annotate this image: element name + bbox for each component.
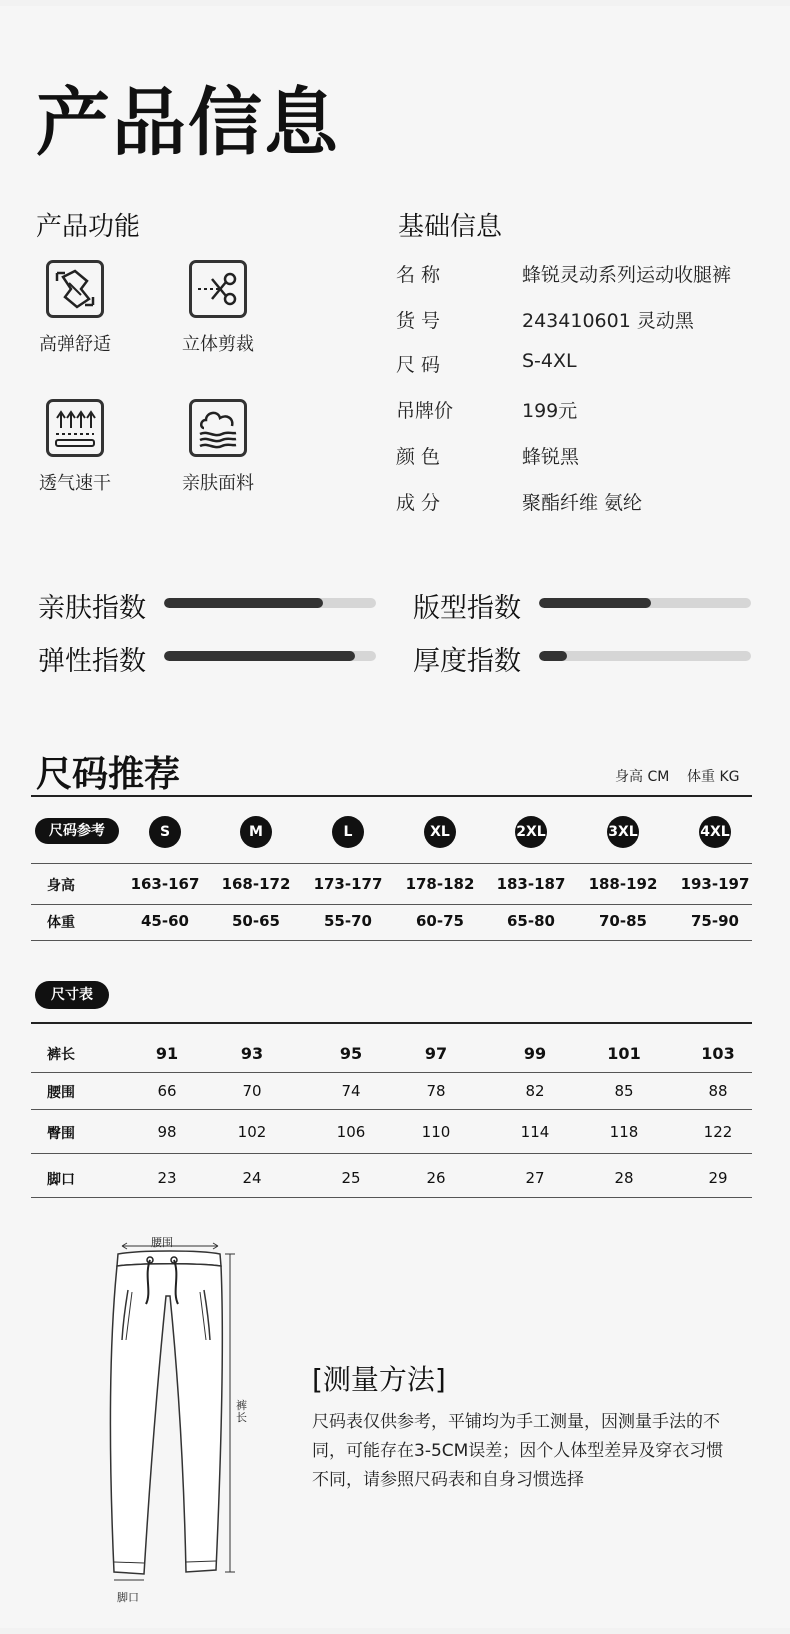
height-cell: 173-177: [313, 875, 383, 893]
divider: [31, 863, 752, 864]
chart-cell: 74: [341, 1082, 361, 1100]
chart-cell: 27: [525, 1169, 545, 1187]
weight-cell: 55-70: [324, 912, 372, 930]
info-key: 尺 码: [396, 354, 441, 376]
weight-cell: 70-85: [599, 912, 647, 930]
info-value: S-4XL: [522, 350, 577, 372]
index-label: 弹性指数: [38, 646, 146, 677]
unit-height: 身高 CM: [615, 769, 670, 785]
chart-cell: 28: [614, 1169, 634, 1187]
chart-cell: 122: [703, 1123, 733, 1141]
chart-cell: 70: [242, 1082, 262, 1100]
height-cell: 188-192: [588, 875, 658, 893]
index-bar-fill: [539, 651, 567, 661]
chart-cell: 91: [155, 1044, 179, 1063]
chart-cell: 103: [701, 1044, 735, 1063]
ankle-label: 脚口: [117, 1591, 139, 1604]
info-value: 243410601 灵动黑: [522, 310, 694, 332]
info-row-price: [396, 396, 776, 426]
info-key: 吊牌价: [396, 400, 454, 422]
feature-item: [168, 260, 268, 356]
chart-cell: 24: [242, 1169, 262, 1187]
feature-item: [168, 399, 268, 495]
chart-row-label: 裤长: [47, 1047, 75, 1063]
chart-cell: 118: [609, 1123, 639, 1141]
weight-cell: 60-75: [416, 912, 464, 930]
chart-cell: 101: [607, 1044, 641, 1063]
info-key: 颜 色: [396, 446, 441, 468]
chart-cell: 88: [708, 1082, 728, 1100]
weight-cell: 45-60: [141, 912, 189, 930]
feature-label: 高弹舒适: [39, 334, 111, 355]
feature-item: [25, 399, 125, 495]
features-heading: 产品功能: [36, 212, 141, 242]
info-key: 成 分: [396, 492, 441, 514]
divider: [31, 1109, 752, 1110]
size-rec-title: 尺码推荐: [36, 754, 181, 795]
feature-label: 立体剪裁: [182, 334, 254, 355]
chart-cell: 99: [523, 1044, 547, 1063]
chart-cell: 93: [240, 1044, 264, 1063]
chart-cell: 114: [520, 1123, 550, 1141]
info-value: 聚酯纤维 氨纶: [522, 492, 643, 514]
chart-cell: 25: [341, 1169, 361, 1187]
pants-diagram: [100, 1236, 250, 1596]
chart-cell: 66: [157, 1082, 177, 1100]
breathable-icon: [46, 399, 104, 457]
info-row-size: [396, 350, 776, 380]
index-bar-fill: [164, 651, 355, 661]
chart-cell: 97: [424, 1044, 448, 1063]
size-chart-pill: 尺寸表: [35, 981, 109, 1009]
info-key: 货 号: [396, 310, 441, 332]
chart-cell: 95: [339, 1044, 363, 1063]
size-circle: S: [149, 816, 181, 848]
divider: [31, 795, 752, 797]
stretch-fabric-icon: [46, 260, 104, 318]
size-circle: XL: [424, 816, 456, 848]
weight-cell: 75-90: [691, 912, 739, 930]
height-cell: 168-172: [221, 875, 291, 893]
weight-row-label: 体重: [47, 915, 75, 931]
size-circle: L: [332, 816, 364, 848]
info-value: 蜂锐黑: [522, 446, 580, 468]
scissors-cut-icon: [189, 260, 247, 318]
divider: [31, 1197, 752, 1198]
feature-label: 透气速干: [39, 473, 111, 494]
unit-weight: 体重 KG: [687, 769, 740, 785]
size-circle: 3XL: [607, 816, 639, 848]
chart-cell: 106: [336, 1123, 366, 1141]
height-row-label: 身高: [47, 878, 75, 894]
soft-fabric-icon: [189, 399, 247, 457]
info-value: 蜂锐灵动系列运动收腿裤: [522, 264, 732, 286]
chart-cell: 78: [426, 1082, 446, 1100]
measure-text: 尺码表仅供参考，平铺均为手工测量，因测量手法的不同，可能存在3-5CM误差；因个人体型差异及穿衣习惯不同，请参照尺码表和自身习惯选择: [312, 1412, 724, 1490]
length-label: 裤长: [236, 1399, 247, 1424]
height-cell: 163-167: [130, 875, 200, 893]
divider: [31, 904, 752, 905]
feature-item: [25, 260, 125, 356]
info-row-material: [396, 488, 776, 518]
index-bar: [164, 651, 376, 661]
info-value: 199元: [522, 400, 578, 422]
chart-cell: 85: [614, 1082, 634, 1100]
size-circle: 2XL: [515, 816, 547, 848]
divider: [31, 1072, 752, 1073]
index-bar: [539, 651, 751, 661]
weight-cell: 65-80: [507, 912, 555, 930]
index-bar: [539, 598, 751, 608]
info-row-sku: [396, 306, 776, 336]
size-circle: M: [240, 816, 272, 848]
height-cell: 178-182: [405, 875, 475, 893]
chart-cell: 29: [708, 1169, 728, 1187]
index-label: 版型指数: [413, 593, 521, 624]
weight-cell: 50-65: [232, 912, 280, 930]
chart-cell: 98: [157, 1123, 177, 1141]
height-cell: 193-197: [680, 875, 750, 893]
divider: [31, 1022, 752, 1024]
chart-row-label: 脚口: [47, 1172, 75, 1188]
info-key: 名 称: [396, 264, 441, 286]
pants-outline-icon: [100, 1236, 250, 1596]
info-row-name: [396, 260, 776, 290]
index-bar-fill: [164, 598, 323, 608]
size-ref-pill: 尺码参考: [35, 818, 119, 844]
info-row-color: [396, 442, 776, 472]
feature-label: 亲肤面料: [182, 473, 254, 494]
basic-info-heading: 基础信息: [398, 212, 503, 242]
page-title: 产品信息: [36, 80, 340, 166]
index-label: 亲肤指数: [38, 593, 146, 624]
waist-label: 腰围: [151, 1236, 173, 1249]
index-label: 厚度指数: [413, 646, 521, 677]
chart-row-label: 臀围: [47, 1126, 75, 1142]
chart-row-label: 腰围: [47, 1085, 75, 1101]
index-bar-fill: [539, 598, 651, 608]
divider: [31, 940, 752, 941]
chart-cell: 26: [426, 1169, 446, 1187]
measure-title: [测量方法]: [312, 1363, 446, 1396]
chart-cell: 110: [421, 1123, 451, 1141]
chart-cell: 102: [237, 1123, 267, 1141]
chart-cell: 82: [525, 1082, 545, 1100]
index-bar: [164, 598, 376, 608]
size-circle: 4XL: [699, 816, 731, 848]
product-detail-page: [0, 6, 790, 1628]
divider: [31, 1153, 752, 1154]
chart-cell: 23: [157, 1169, 177, 1187]
height-cell: 183-187: [496, 875, 566, 893]
